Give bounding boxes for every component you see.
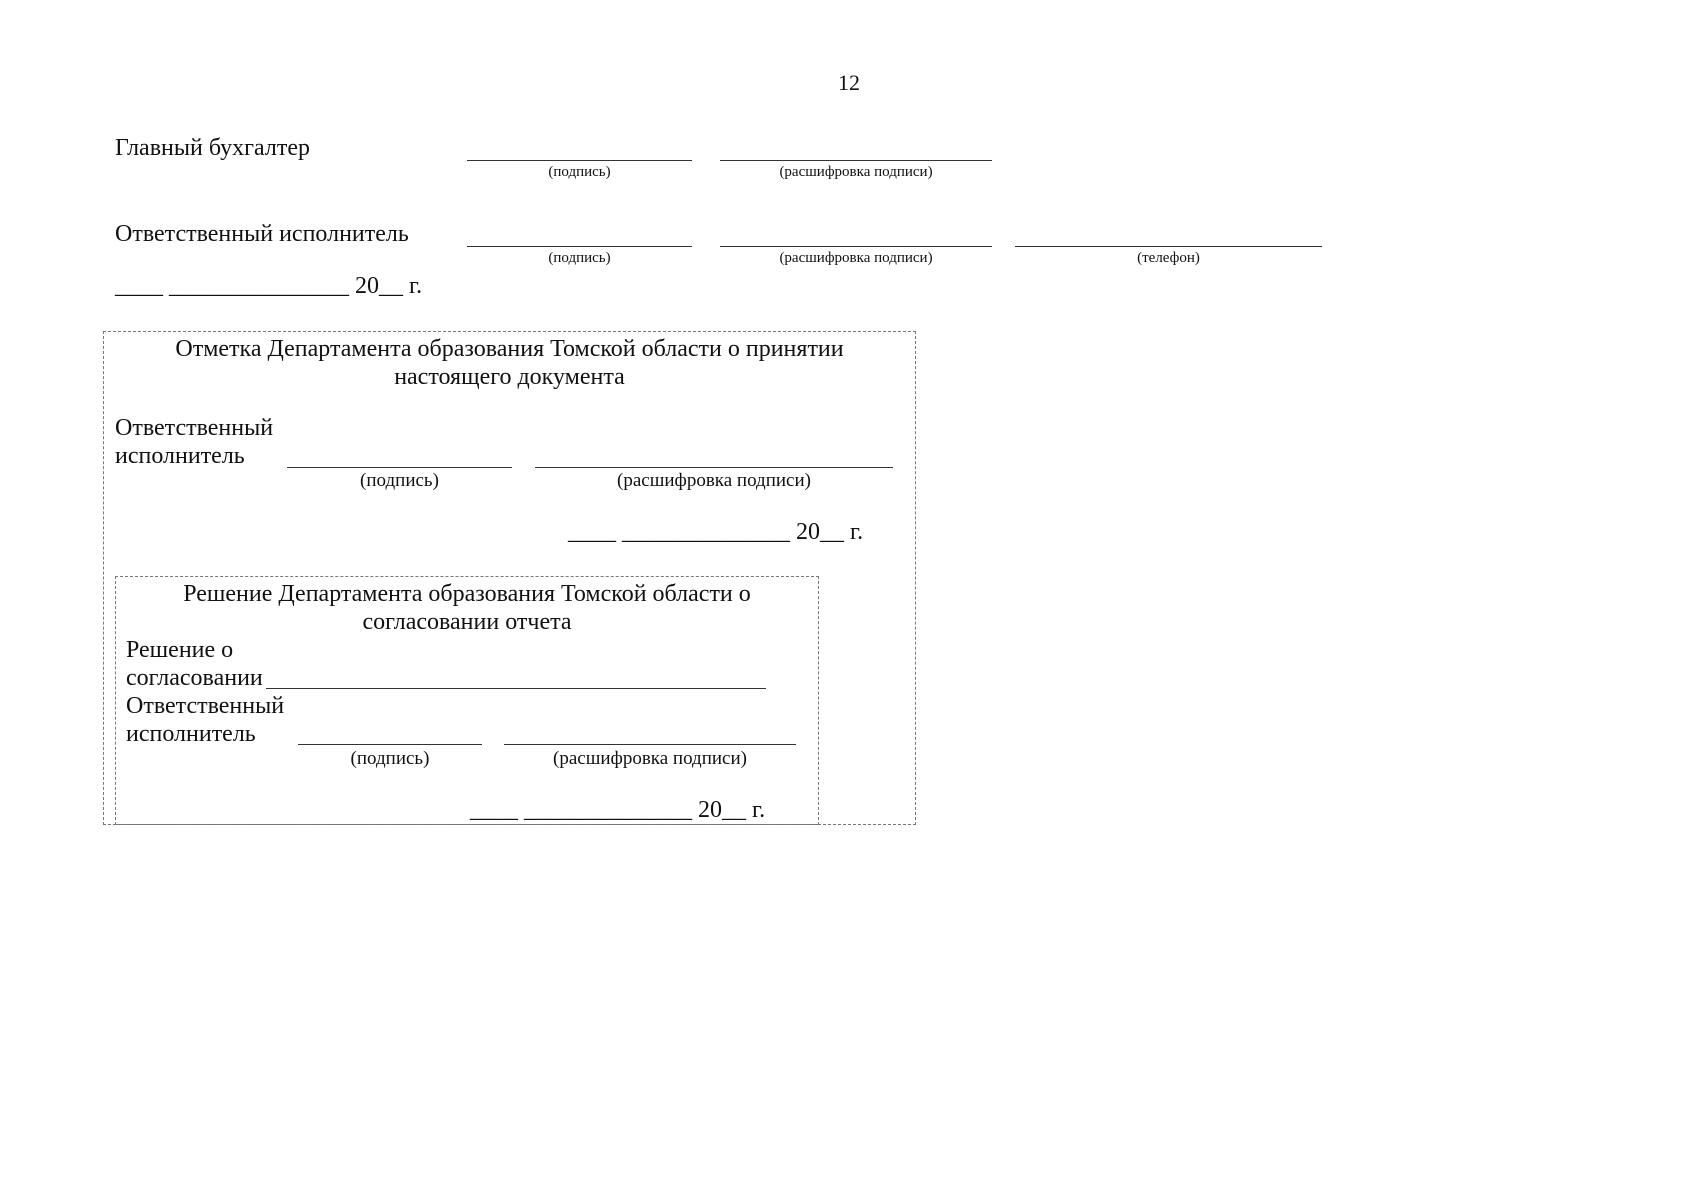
page-number: 12 bbox=[838, 70, 860, 95]
chief-accountant-decoding-caption: (расшифровка подписи) bbox=[779, 164, 933, 180]
approval-decoding-line[interactable] bbox=[504, 744, 796, 745]
executor-phone-line[interactable] bbox=[1015, 246, 1322, 247]
executor-signature-caption: (подпись) bbox=[548, 250, 611, 266]
executor-phone-caption: (телефон) bbox=[1137, 250, 1200, 266]
chief-accountant-decoding-line[interactable] bbox=[720, 160, 992, 161]
executor-label: Ответственный исполнитель bbox=[115, 221, 409, 247]
acceptance-signature-caption: (подпись) bbox=[360, 470, 439, 491]
approval-decision-label-2: согласовании bbox=[126, 665, 263, 691]
approval-executor-label-2: исполнитель bbox=[126, 721, 256, 747]
acceptance-title-line2: настоящего документа bbox=[394, 364, 625, 390]
approval-title-line2: согласовании отчета bbox=[362, 609, 572, 635]
approval-title-line1: Решение Департамента образования Томской области о bbox=[183, 581, 751, 607]
chief-accountant-signature-line[interactable] bbox=[467, 160, 692, 161]
approval-decision-label-1: Решение о bbox=[126, 637, 234, 663]
acceptance-executor-label-1: Ответственный bbox=[115, 415, 274, 441]
approval-date-line[interactable]: ____ ______________ 20__ г. bbox=[470, 797, 766, 823]
chief-accountant-signature-caption: (подпись) bbox=[548, 164, 611, 180]
acceptance-title-line1: Отметка Департамента образования Томской области о принятии bbox=[175, 336, 844, 362]
acceptance-signature-line[interactable] bbox=[287, 467, 512, 468]
acceptance-decoding-caption: (расшифровка подписи) bbox=[617, 470, 811, 491]
approval-decoding-caption: (расшифровка подписи) bbox=[553, 748, 747, 769]
acceptance-date-line[interactable]: ____ ______________ 20__ г. bbox=[568, 519, 864, 545]
approval-decision-line[interactable] bbox=[266, 688, 766, 689]
approval-signature-caption: (подпись) bbox=[350, 748, 430, 769]
executor-decoding-line[interactable] bbox=[720, 246, 992, 247]
acceptance-decoding-line[interactable] bbox=[535, 467, 893, 468]
report-date-line[interactable]: ____ _______________ 20__ г. bbox=[115, 273, 423, 299]
acceptance-executor-label-2: исполнитель bbox=[115, 443, 245, 469]
executor-decoding-caption: (расшифровка подписи) bbox=[779, 250, 933, 266]
executor-signature-line[interactable] bbox=[467, 246, 692, 247]
approval-signature-line[interactable] bbox=[298, 744, 482, 745]
approval-executor-label-1: Ответственный bbox=[126, 693, 285, 719]
chief-accountant-label: Главный бухгалтер bbox=[115, 135, 310, 161]
